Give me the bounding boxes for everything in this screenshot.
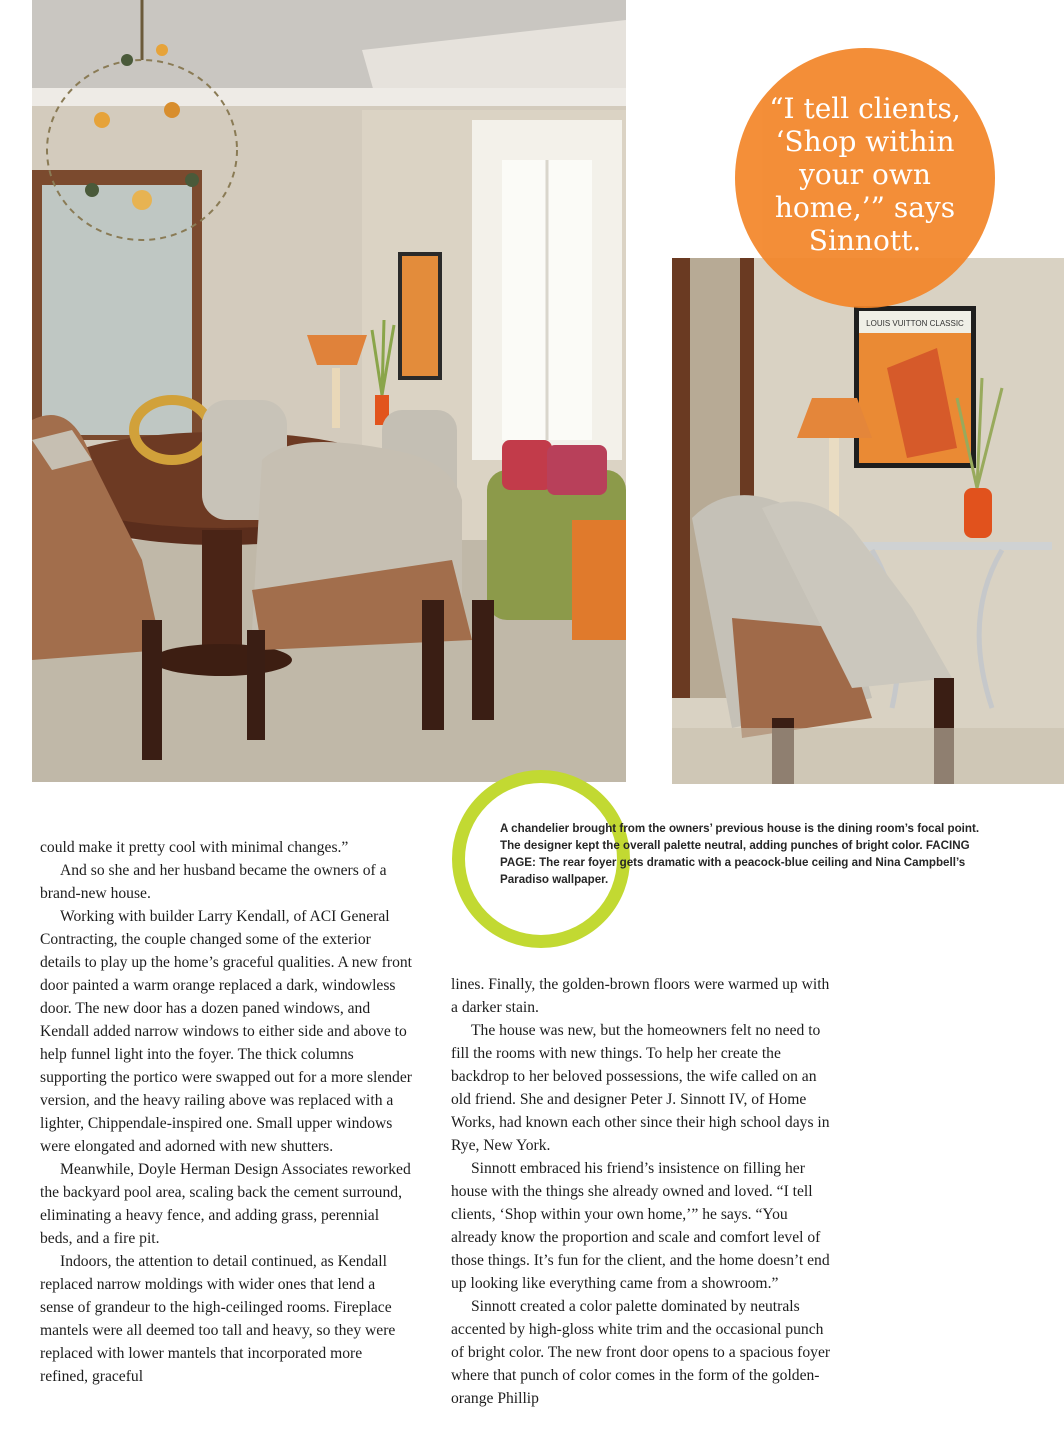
pull-quote-circle: [735, 48, 995, 308]
caption-facing-label: FACING PAGE:: [500, 839, 970, 869]
pull-quote: “I tell clients, ‘Shop within your own home,’” says Sinnott.: [769, 91, 961, 257]
paragraph: And so she and her husband became the owners of a brand-new house.: [40, 862, 387, 902]
foyer-photo: [672, 258, 1064, 784]
poster-text: LOUIS VUITTON CLASSIC: [866, 319, 964, 328]
paragraph: Indoors, the attention to detail continued, as Kendall replaced narrow moldings with wider ones that lend a sense of grandeur to the high-ceilinged rooms. Fireplace mantels were all deemed too tall and heavy, so they were replaced with lower mantels that incorporated more refined, graceful: [40, 1253, 396, 1385]
paragraph: could make it pretty cool with minimal changes.”: [40, 839, 349, 856]
paragraph: Meanwhile, Doyle Herman Design Associates reworked the backyard pool area, scaling back the cement surround, eliminating a heavy fence, and adding grass, perennial beds, and a fire pit.: [40, 1161, 411, 1247]
dining-room-photo: [32, 0, 626, 782]
dining-room-illustration: [32, 0, 626, 782]
foyer-illustration: [672, 258, 1064, 784]
body-column-right: [451, 973, 831, 1410]
caption-main: A chandelier brought from the owners’ previous house is the dining room’s focal point. The designer kept the overall palette neutral, adding punches of bright color.: [500, 822, 980, 852]
paragraph: Sinnott created a color palette dominated by neutrals accented by high-gloss white trim and the occasional punch of bright color. The new front door opens to a spacious foyer where that punch of color comes in the form of the golden-orange Phillip: [451, 1298, 831, 1407]
paragraph: Sinnott embraced his friend’s insistence on filling her house with the things she already owned and loved. “I tell clients, ‘Shop within your own home,’” he says. “You already know the proportion and scale and comfort level of those things. It’s fun for the client, and the home doesn’t end up looking like everything came from a showroom.”: [451, 1160, 830, 1292]
paragraph: Working with builder Larry Kendall, of ACI General Contracting, the couple changed some of the exterior details to play up the home’s graceful qualities. A new front door painted a warm orange replaced a dark, windowless door. The new door has a dozen paned windows, and Kendall added narrow windows to either side and above to help funnel light into the foyer. The thick columns supporting the portico were swapped out for a more slender version, and the heavy railing above was replaced with a lighter, Chippendale-inspired one. Small upper windows were elongated and adorned with new shutters.: [40, 908, 412, 1155]
paragraph: The house was new, but the homeowners felt no need to fill the rooms with new things. To help her create the backdrop to her beloved possessions, the wife called on an old friend. She and designer Peter J. Sinnott IV, of Home Works, had known each other since their high school days in Rye, New York.: [451, 1022, 830, 1154]
body-column-left: [40, 836, 412, 1388]
photo-caption: [500, 820, 980, 888]
paragraph: lines. Finally, the golden-brown floors were warmed up with a darker stain.: [451, 976, 830, 1016]
caption-facing-text: The rear foyer gets dramatic with a peacock-blue ceiling and Nina Campbell’s Paradiso wallpaper.: [500, 856, 966, 886]
